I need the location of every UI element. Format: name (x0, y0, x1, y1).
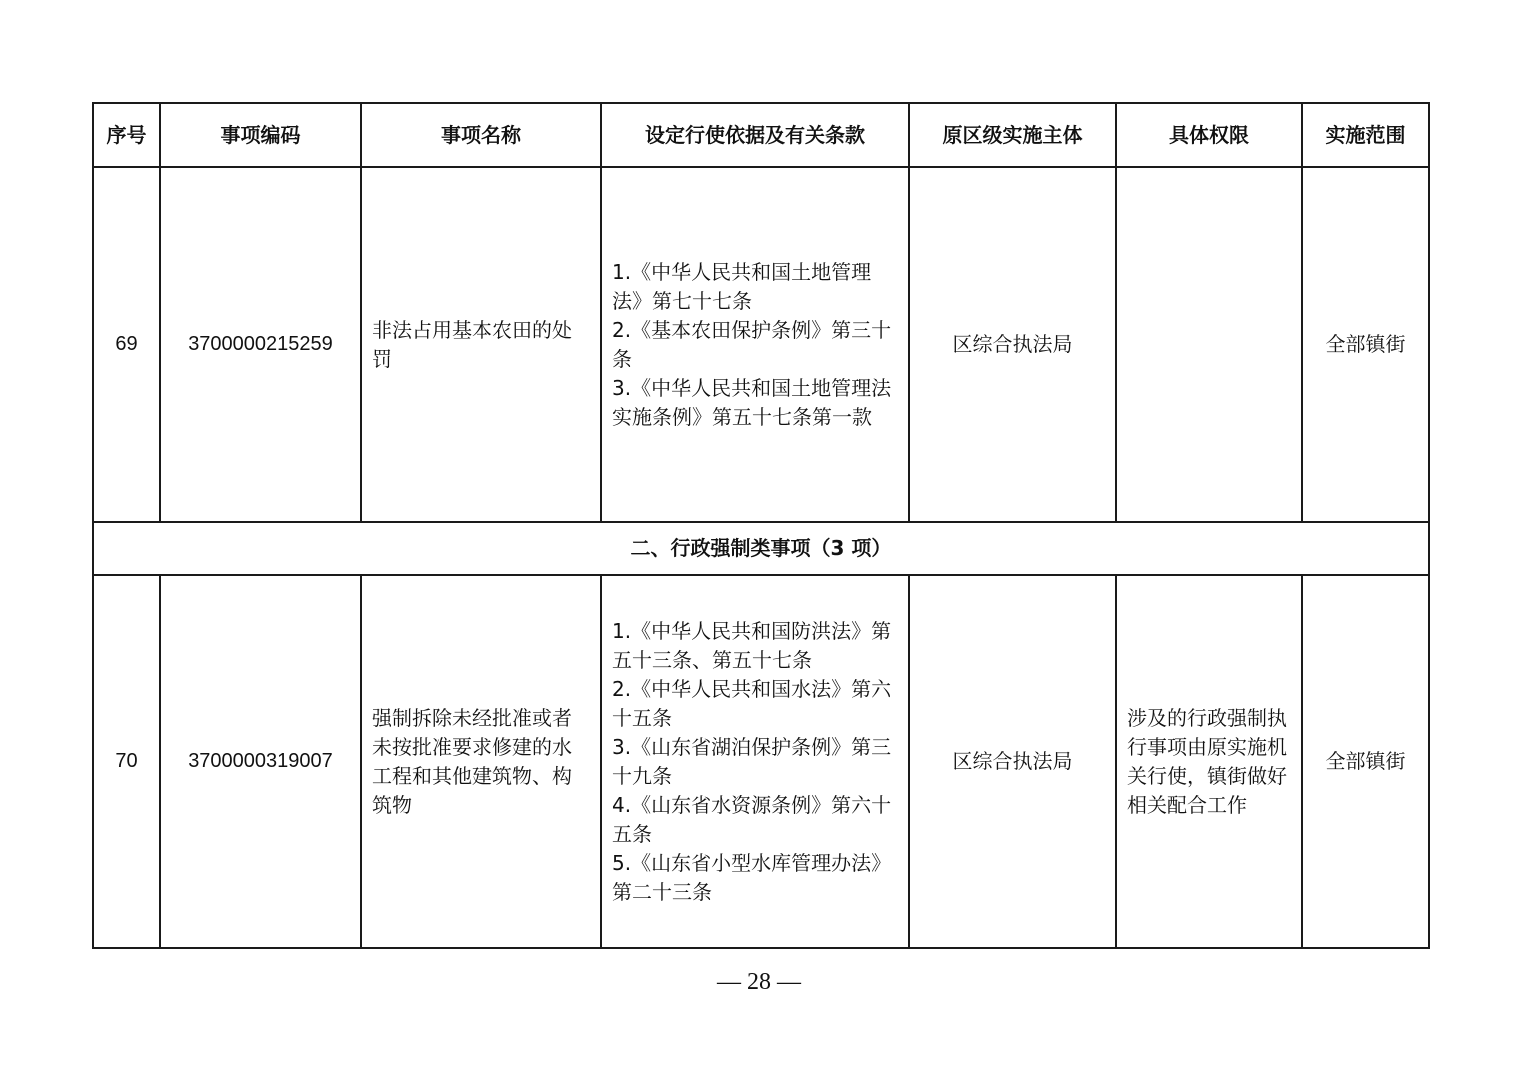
basis-item: 2.《基本农田保护条例》第三十条 (612, 317, 892, 371)
basis-item: 1.《中华人民共和国土地管理法》第七十七条 (612, 259, 872, 313)
row-scope: 全部镇街 (1302, 167, 1429, 522)
header-row (93, 103, 1429, 167)
basis-item: 3.《中华人民共和国土地管理法实施条例》第五十七条第一款 (612, 375, 892, 429)
basis-item: 3.《山东省湖泊保护条例》第三十九条 (612, 734, 892, 788)
section-title: 二、行政强制类事项（3 项） (93, 522, 1429, 575)
basis-item: 2.《中华人民共和国水法》第六十五条 (612, 676, 892, 730)
header-scope: 实施范围 (1302, 103, 1429, 167)
row-index: 70 (93, 575, 160, 948)
row-authority: 涉及的行政强制执行事项由原实施机关行使，镇街做好相关配合工作 (1116, 575, 1302, 948)
table-row (93, 575, 1429, 948)
row-scope: 全部镇街 (1302, 575, 1429, 948)
document-table (92, 102, 1430, 949)
row-basis (601, 167, 909, 522)
row-subject: 区综合执法局 (909, 167, 1116, 522)
section-heading-row (93, 522, 1429, 575)
header-index: 序号 (93, 103, 160, 167)
header-code: 事项编码 (160, 103, 361, 167)
page-number: — 28 — (717, 969, 801, 995)
basis-item: 4.《山东省水资源条例》第六十五条 (612, 792, 892, 846)
row-name: 非法占用基本农田的处罚 (361, 167, 601, 522)
row-basis (601, 575, 909, 948)
row-code: 3700000319007 (160, 575, 361, 948)
row-subject: 区综合执法局 (909, 575, 1116, 948)
header-name: 事项名称 (361, 103, 601, 167)
table-row (93, 167, 1429, 522)
header-subject: 原区级实施主体 (909, 103, 1116, 167)
row-name: 强制拆除未经批准或者未按批准要求修建的水工程和其他建筑物、构筑物 (361, 575, 601, 948)
row-authority (1116, 167, 1302, 522)
header-authority: 具体权限 (1116, 103, 1302, 167)
basis-item: 5.《山东省小型水库管理办法》第二十三条 (612, 850, 892, 904)
row-index: 69 (93, 167, 160, 522)
basis-item: 1.《中华人民共和国防洪法》第五十三条、第五十七条 (612, 618, 892, 672)
row-code: 3700000215259 (160, 167, 361, 522)
header-basis: 设定行使依据及有关条款 (601, 103, 909, 167)
